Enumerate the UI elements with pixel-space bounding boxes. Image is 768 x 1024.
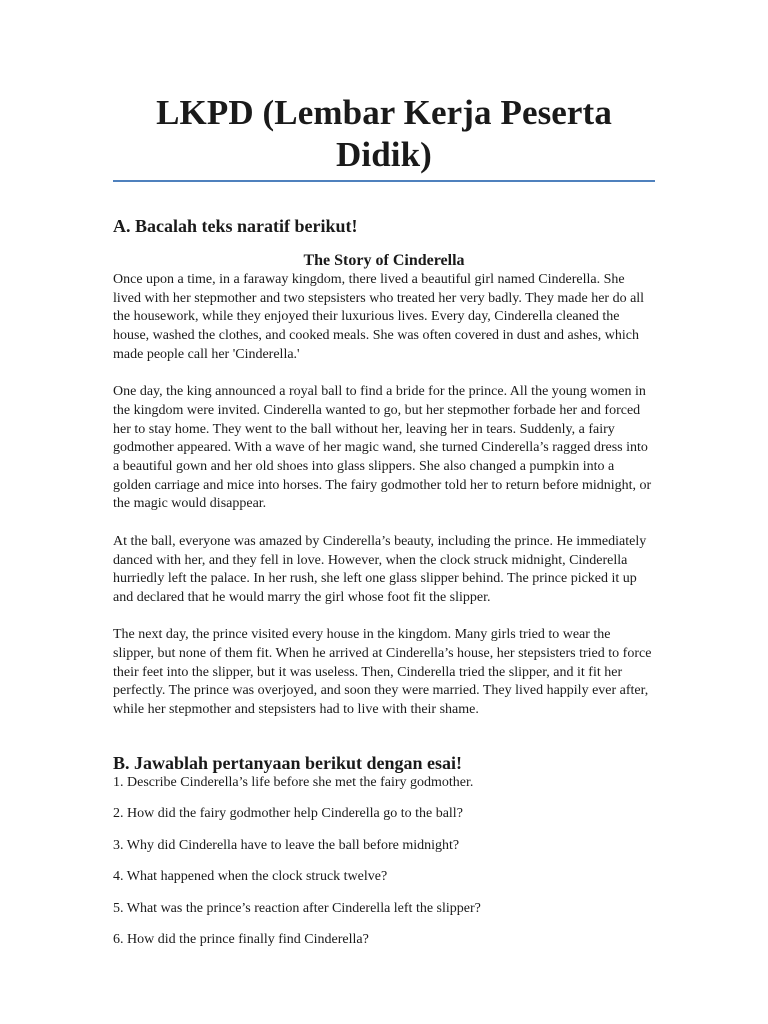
question-item: 5. What was the prince’s reaction after Cinderella left the slipper? bbox=[113, 900, 481, 916]
story-title: The Story of Cinderella bbox=[303, 252, 465, 269]
story-paragraph: At the ball, everyone was amazed by Cinderella’s beauty, including the prince. He immediately danced with her, and they fell in love. However, when the clock struck midnight, Cinderella hurriedly left the palace. In her rush, she left one glass slipper behind. The prince picked it up and declared that he would marry the girl whose foot fit the slipper. bbox=[113, 533, 647, 605]
story-text bbox=[113, 271, 655, 720]
section-a bbox=[113, 215, 655, 720]
question-list bbox=[113, 774, 655, 950]
title-block bbox=[113, 92, 655, 182]
story-paragraph: The next day, the prince visited every house in the kingdom. Many girls tried to wear the slipper, but none of them fit. When he arrived at Cinderella’s house, her stepsisters tried to force their feet into the slipper, but it was useless. Then, Cinderella tried the slipper, and it fit her perfectly. The prince was overjoyed, and soon they were married. They lived happily ever after, while her stepmother and stepsisters had to live with their shame. bbox=[113, 627, 652, 718]
story-paragraph: One day, the king announced a royal ball to find a bride for the prince. All the young women in the kingdom were invited. Cinderella wanted to go, but her stepmother forbade her and forced her to stay home. They went to the ball without her, leaving her in tears. Suddenly, a fairy godmother appeared. With a wave of her magic wand, she turned Cinderella’s ragged dress into a beautiful gown and her old shoes into glass slippers. She also changed a pumpkin into a golden carriage and mice into horses. The fairy godmother told her to return before midnight, or the magic would disappear. bbox=[113, 384, 652, 512]
question-item: 2. How did the fairy godmother help Cinderella go to the ball? bbox=[113, 806, 463, 822]
question-item: 3. Why did Cinderella have to leave the ball before midnight? bbox=[113, 837, 460, 853]
section-b-heading: B. Jawablah pertanyaan berikut dengan esai! bbox=[113, 752, 463, 773]
document-title: LKPD (Lembar Kerja Peserta Didik) bbox=[156, 93, 612, 174]
question-item: 1. Describe Cinderella’s life before she met the fairy godmother. bbox=[113, 774, 474, 790]
section-b bbox=[113, 752, 655, 950]
question-item: 6. How did the prince finally find Cinderella? bbox=[113, 932, 369, 948]
story-paragraph: Once upon a time, in a faraway kingdom, there lived a beautiful girl named Cinderella. She lived with her stepmother and two stepsisters who treated her very badly. They made her do all the housework, while they enjoyed their luxurious lives. Every day, Cinderella cleaned the house, washed the clothes, and cooked meals. She was often covered in dust and ashes, which made people call her 'Cinderella.' bbox=[113, 272, 645, 362]
section-a-heading: A. Bacalah teks naratif berikut! bbox=[113, 216, 358, 236]
question-item: 4. What happened when the clock struck twelve? bbox=[113, 869, 388, 885]
